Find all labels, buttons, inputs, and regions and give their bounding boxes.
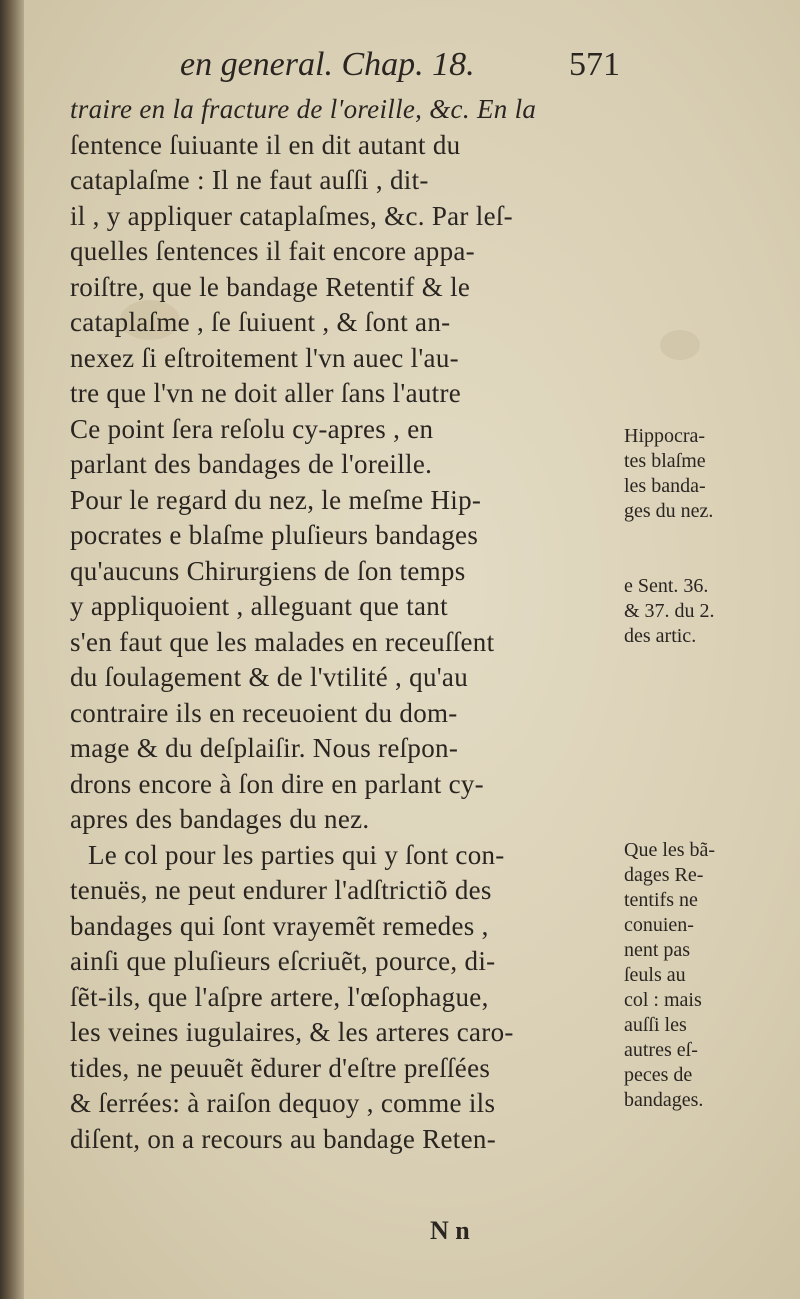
text-line: y appliquoient , alleguant que tant — [70, 591, 448, 621]
margin-note-line: auſſi les — [624, 1014, 687, 1036]
text-line: s'en faut que les malades en receuſſent — [70, 626, 495, 657]
text-line: tides, ne peuuẽt ẽdurer d'eſtre preſſées — [70, 1052, 491, 1083]
text-line: drons encore à ſon dire en parlant cy- — [70, 768, 484, 799]
margin-note-line: & 37. du 2. — [624, 600, 715, 622]
text-line: du ſoulagement & de l'vtilité , qu'au — [70, 662, 468, 692]
text-line: traire en la fracture de l'oreille, &c. En la — [70, 94, 537, 124]
text-line: contraire ils en receuoient du dom- — [70, 697, 458, 728]
margin-note-line: bandages. — [624, 1089, 704, 1111]
margin-note-line: e Sent. 36. — [624, 575, 709, 597]
margin-note-reference — [624, 574, 794, 649]
margin-note-line: dages Re- — [624, 864, 704, 886]
text-line: Ce point ſera reſolu cy-apres , en — [70, 413, 434, 444]
margin-note-line: des artic. — [624, 625, 697, 647]
margin-note-line: Que les bã- — [624, 839, 716, 861]
binding-gutter — [0, 0, 24, 1299]
text-line: bandages qui ſont vrayemẽt remedes , — [70, 910, 489, 941]
text-line: les veines iugulaires, & les arteres caro- — [70, 1017, 514, 1047]
text-line: & ſerrées: à raiſon dequoy , comme ils — [70, 1088, 496, 1118]
margin-note-hippocrates — [624, 424, 794, 524]
text-line: il , y appliquer cataplaſmes, &c. Par leſ- — [70, 200, 513, 231]
signature-mark: N n — [430, 1216, 470, 1245]
text-line: cataplaſme , ſe ſuiuent , & ſont an- — [70, 307, 451, 337]
margin-note-line: tes blaſme — [624, 450, 706, 472]
text-line: quelles ſentences il fait encore appa- — [70, 236, 475, 266]
margin-note-neck — [624, 838, 794, 1113]
margin-note-line: ges du nez. — [624, 500, 714, 522]
text-line: Pour le regard du nez, le meſme Hip- — [70, 484, 482, 515]
text-line: nexez ſi eſtroitement l'vn auec l'au- — [70, 342, 459, 373]
text-line: parlant des bandages de l'oreille. — [70, 449, 433, 479]
margin-note-line: nent pas — [624, 939, 691, 961]
margin-note-line: ſeuls au — [624, 964, 686, 986]
text-line: qu'aucuns Chirurgiens de ſon temps — [70, 555, 466, 586]
text-line: roiſtre, que le bandage Retentif & le — [70, 271, 471, 302]
margin-note-line: Hippocra- — [624, 425, 706, 447]
text-line: tre que l'vn ne doit aller ſans l'autre — [70, 378, 462, 408]
page-number: 571 — [569, 46, 620, 83]
text-line: cataplaſme : Il ne faut auſſi , dit- — [70, 165, 429, 195]
text-line: diſent, on a recours au bandage Reten- — [70, 1123, 496, 1154]
text-line: ainſi que pluſieurs eſcriuẽt, pource, di- — [70, 946, 496, 976]
margin-note-line: peces de — [624, 1064, 693, 1086]
margin-note-line: les banda- — [624, 475, 706, 497]
text-line: tenuës, ne peut endurer l'adſtrictiõ des — [70, 875, 492, 905]
page-header — [180, 46, 620, 90]
text-line: ſẽt-ils, que l'aſpre artere, l'œſophague, — [70, 981, 489, 1012]
running-title: en general. Chap. 18. — [180, 46, 475, 83]
margin-note-line: tentifs ne — [624, 889, 698, 911]
text-line: mage & du deſplaiſir. Nous reſpon- — [70, 733, 459, 763]
margin-note-line: autres eſ- — [624, 1039, 698, 1061]
text-line: Le col pour les parties qui y ſont con- — [88, 839, 505, 870]
main-text-block — [70, 92, 615, 1157]
text-line: apres des bandages du nez. — [70, 804, 370, 834]
paper-stain — [660, 330, 700, 360]
margin-note-line: col : mais — [624, 989, 702, 1011]
text-line: pocrates e blaſme pluſieurs bandages — [70, 520, 479, 550]
margin-note-line: conuien- — [624, 914, 694, 936]
text-line: ſentence ſuiuante il en dit autant du — [70, 129, 461, 160]
